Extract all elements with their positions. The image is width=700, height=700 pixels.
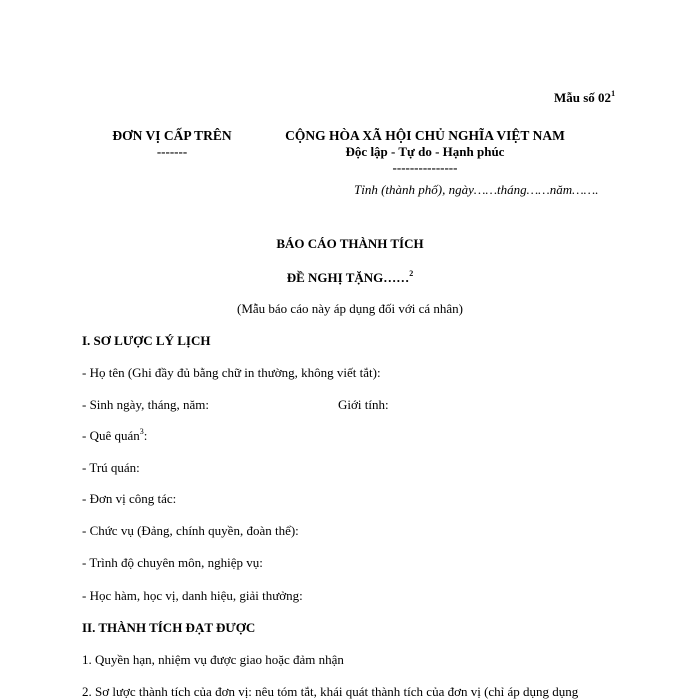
field-hometown: - Quê quán$^3$: <box>82 426 148 443</box>
section1-heading: I. SƠ LƯỢC LÝ LỊCH <box>82 333 211 348</box>
field-workplace: - Đơn vị công tác: <box>82 491 177 506</box>
report-subtitle: ĐỀ NGHỊ TẶNG……$^2$ <box>286 268 414 285</box>
report-title: BÁO CÁO THÀNH TÍCH <box>276 236 424 251</box>
field-position: - Chức vụ (Đảng, chính quyền, đoàn thể): <box>82 523 299 538</box>
field-full-name: - Họ tên (Ghi đầy đủ bằng chữ in thường, không viết tắt): <box>82 365 381 380</box>
footnote-marker: 1 <box>611 88 616 98</box>
report-scope: (Mẫu báo cáo này áp dụng đối với cá nhân) <box>237 301 463 316</box>
field-gender: Giới tính: <box>338 397 389 412</box>
national-name: CỘNG HÒA XÃ HỘI CHỦ NGHĨA VIỆT NAM <box>285 128 565 143</box>
footnote-marker: 2 <box>409 268 414 278</box>
field-titles: - Học hàm, học vị, danh hiệu, giải thưởng: <box>82 588 303 603</box>
section2-heading: II. THÀNH TÍCH ĐẠT ĐƯỢC <box>82 620 256 635</box>
field-dob: - Sinh ngày, tháng, năm: <box>82 397 209 412</box>
issuer-name: ĐƠN VỊ CẤP TRÊN <box>112 128 232 143</box>
field-residence: - Trú quán: <box>82 460 140 475</box>
date-line: Tỉnh (thành phố), ngày……tháng……năm……. <box>354 182 599 197</box>
footnote-marker: 3 <box>139 426 144 436</box>
section2-item2: 2. Sơ lược thành tích của đơn vị: nêu tóm tắt, khái quát thành tích của đơn vị (chỉ áp dụng dụng <box>82 684 579 699</box>
field-qualification: - Trình độ chuyên môn, nghiệp vụ: <box>82 555 263 570</box>
national-motto: Độc lập - Tự do - Hạnh phúc <box>345 144 505 159</box>
section2-item1: 1. Quyền hạn, nhiệm vụ được giao hoặc đảm nhận <box>82 652 344 667</box>
issuer-rule: ------- <box>156 144 188 159</box>
national-rule: --------------- <box>392 160 458 175</box>
form-number: Mẫu số $02^1$ <box>554 88 616 105</box>
